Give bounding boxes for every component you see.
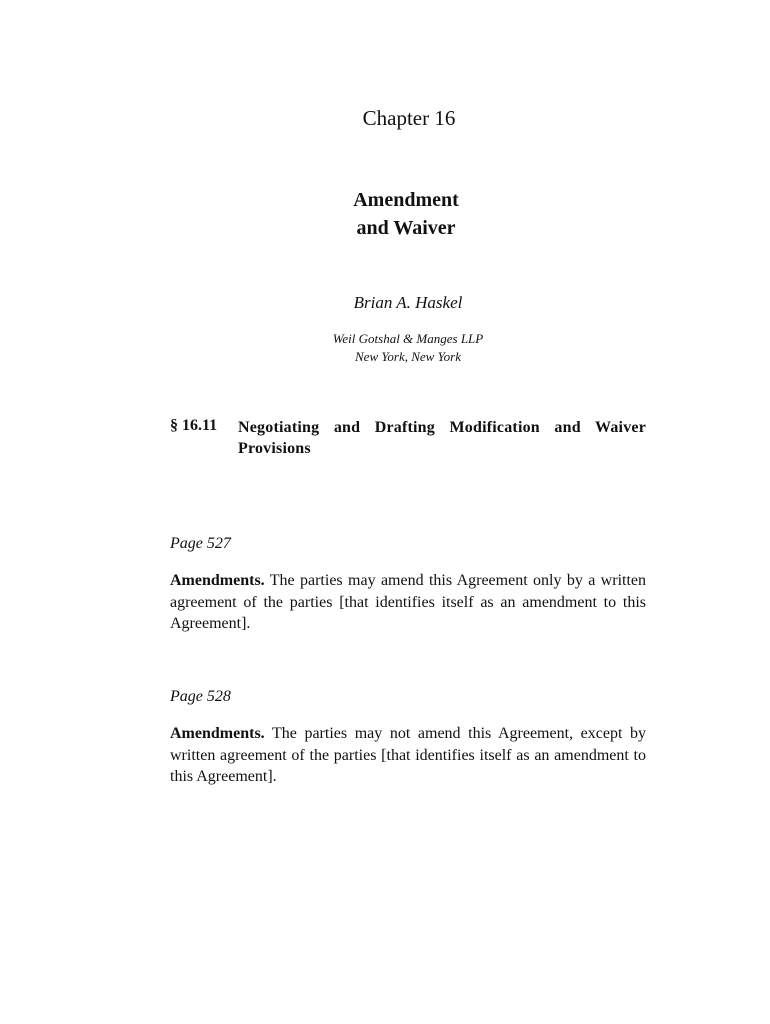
chapter-title bbox=[0, 186, 770, 242]
author-name: Brian A. Haskel bbox=[353, 293, 463, 312]
paragraph-heading: Amendments. bbox=[170, 572, 265, 589]
affiliation-firm: Weil Gotshal & Manges LLP bbox=[332, 331, 484, 346]
paragraph-text: The parties may amend this Agreement only by a written agreement of the parties [that identifies itself as an amendment to this Agreement]. bbox=[170, 572, 646, 632]
author-affiliation bbox=[0, 330, 770, 366]
page-label: Page 527 bbox=[170, 535, 231, 552]
amendment-paragraph bbox=[170, 723, 646, 788]
paragraph-text: The parties may not amend this Agreement, except by written agreement of the parties [that identifies itself as an amendment to this Agreement]. bbox=[170, 725, 646, 785]
amendment-paragraph bbox=[170, 570, 646, 635]
section-number: § 16.11 bbox=[170, 417, 218, 434]
section-title: Negotiating and Drafting Modification and Waiver Provisions bbox=[238, 419, 646, 457]
paragraph-heading: Amendments. bbox=[170, 725, 265, 742]
page-label: Page 528 bbox=[170, 688, 231, 705]
affiliation-location: New York, New York bbox=[355, 349, 461, 364]
chapter-number: Chapter 16 bbox=[362, 106, 456, 130]
chapter-title-line-2: and Waiver bbox=[356, 217, 456, 239]
chapter-title-line-1: Amendment bbox=[353, 189, 459, 211]
